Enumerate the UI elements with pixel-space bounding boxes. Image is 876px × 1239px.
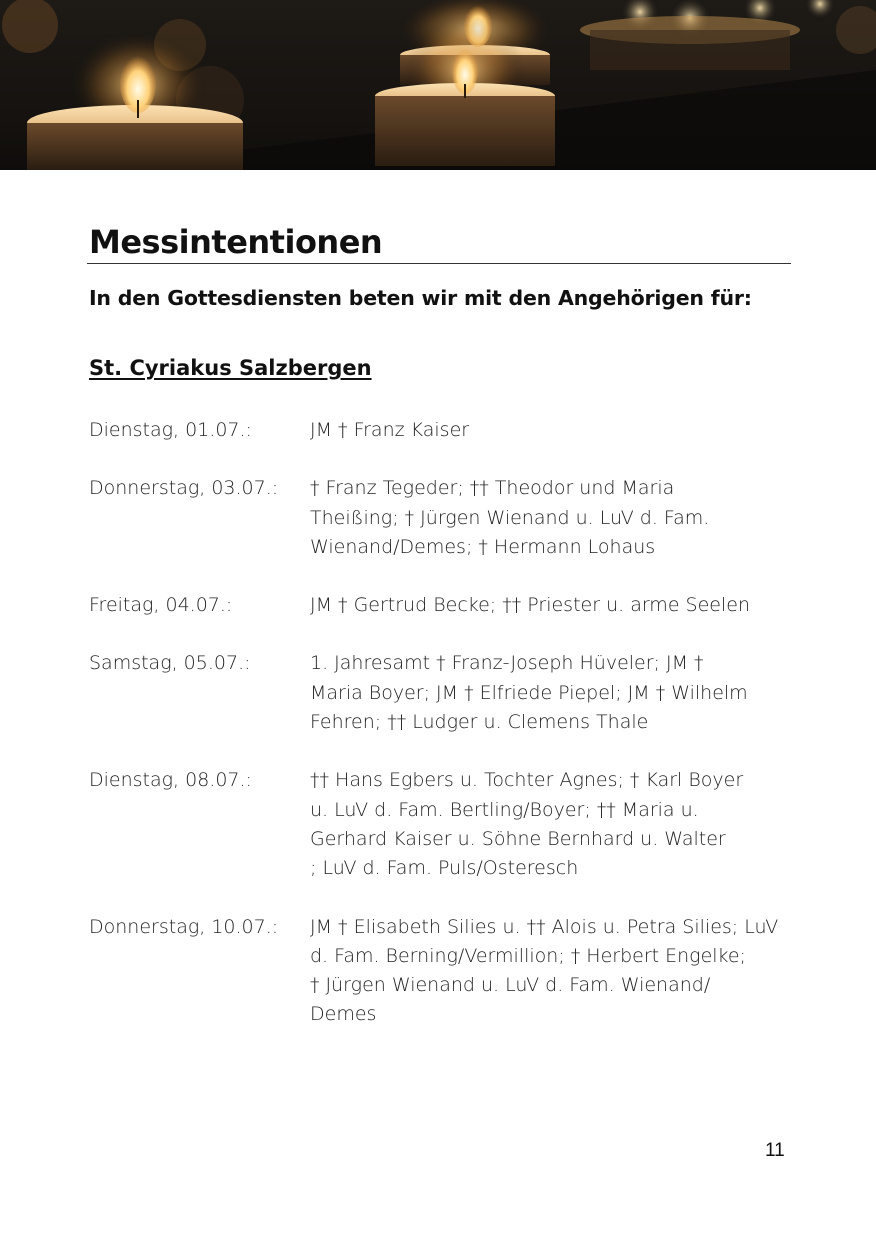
entry-line: Maria Boyer; JM † Elfriede Piepel; JM † Wilhelm (310, 681, 748, 704)
entry-line: † Franz Tegeder; †† Theodor und Maria (310, 477, 675, 500)
entry-text (310, 766, 799, 883)
entry-line: Fehren; †† Ludger u. Clemens Thale (310, 711, 649, 734)
entry-day: Dienstag, 01.07.: (89, 419, 252, 441)
intro-line: In den Gottesdiensten beten wir mit den Angehörigen für: (89, 286, 752, 310)
list-item (89, 416, 799, 445)
entry-line: Demes (310, 1003, 377, 1026)
entry-text (310, 416, 799, 445)
list-item (89, 913, 799, 1030)
list-item (89, 649, 799, 737)
entry-day: Samstag, 05.07.: (89, 652, 251, 675)
entry-text (310, 649, 799, 737)
entry-text (310, 474, 799, 562)
entry-day: Dienstag, 08.07.: (89, 769, 252, 792)
list-item (89, 474, 799, 562)
entry-day: Freitag, 04.07.: (89, 594, 233, 617)
entry-line: †† Hans Egbers u. Tochter Agnes; † Karl Boyer (310, 769, 744, 792)
entry-text (310, 591, 799, 620)
mass-intentions-list (89, 416, 799, 1059)
entry-line: u. LuV d. Fam. Bertling/Boyer; †† Maria u. (310, 798, 699, 821)
title-divider (87, 263, 791, 264)
entry-line: Wienand/Demes; † Hermann Lohaus (310, 535, 656, 558)
entry-line: JM † Gertrud Becke; †† Priester u. arme Seelen (310, 594, 750, 617)
candles-banner (0, 0, 876, 170)
entry-text (310, 913, 799, 1030)
entry-line: JM † Franz Kaiser (310, 419, 470, 441)
entry-day: Donnerstag, 03.07.: (89, 477, 279, 500)
page-title: Messintentionen (89, 223, 383, 261)
entry-day: Donnerstag, 10.07.: (89, 915, 279, 938)
parish-heading: St. Cyriakus Salzbergen (89, 356, 372, 380)
entry-line: JM † Elisabeth Silies u. †† Alois u. Petra Silies; LuV (310, 915, 779, 938)
entry-line: Gerhard Kaiser u. Söhne Bernhard u. Walter (310, 827, 726, 850)
entry-line: ; LuV d. Fam. Puls/Osteresch (310, 857, 579, 880)
candles-icon (0, 0, 876, 170)
entry-line: † Jürgen Wienand u. LuV d. Fam. Wienand/ (310, 974, 711, 997)
list-item (89, 591, 799, 620)
entry-line: 1. Jahresamt † Franz-Joseph Hüveler; JM † (310, 652, 704, 675)
entry-line: Theißing; † Jürgen Wienand u. LuV d. Fam. (310, 506, 710, 529)
list-item (89, 766, 799, 883)
entry-line: d. Fam. Berning/Vermillion; † Herbert Engelke; (310, 944, 746, 967)
page-number: 11 (765, 1140, 785, 1161)
